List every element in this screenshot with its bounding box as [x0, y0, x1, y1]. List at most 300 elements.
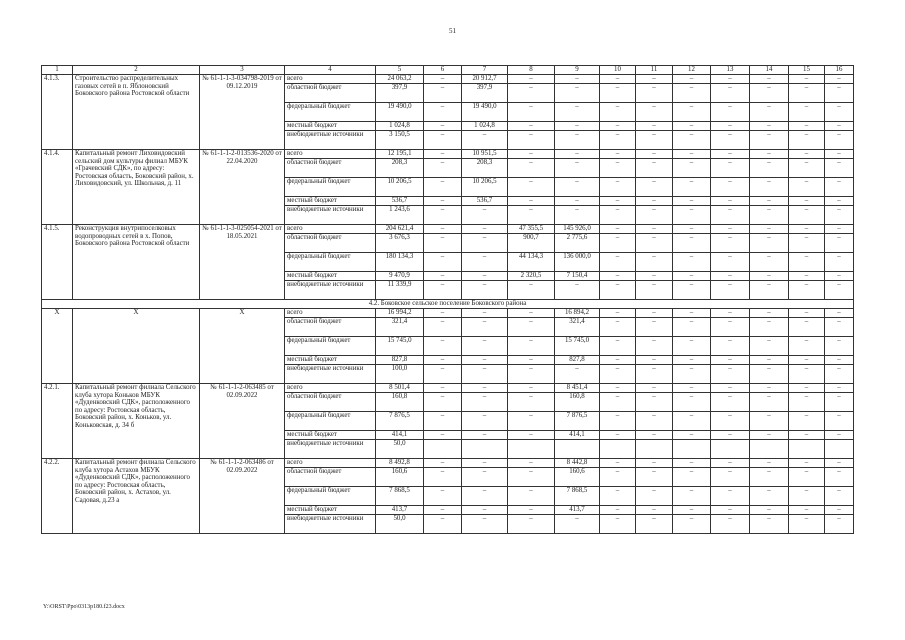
- value-cell: –: [462, 131, 508, 150]
- value-cell: –: [555, 75, 600, 84]
- value-cell: 15 745,0: [376, 337, 424, 356]
- value-cell: –: [508, 393, 555, 412]
- value-cell: –: [825, 459, 854, 468]
- value-cell: –: [424, 197, 462, 206]
- value-cell: –: [555, 122, 600, 131]
- value-cell: –: [789, 318, 825, 337]
- funding-source: всего: [285, 459, 376, 468]
- value-cell: –: [789, 131, 825, 150]
- item-document: № 61-1-1-2-063485 от 02.09.2022: [200, 384, 285, 459]
- funding-source: областной бюджет: [285, 84, 376, 103]
- value-cell: –: [424, 487, 462, 506]
- value-cell: –: [825, 309, 854, 318]
- value-cell: –: [673, 131, 711, 150]
- value-cell: –: [750, 225, 789, 234]
- value-cell: –: [424, 234, 462, 253]
- value-cell: –: [424, 356, 462, 365]
- value-cell: 11 339,9: [376, 281, 424, 300]
- value-cell: –: [825, 103, 854, 122]
- value-cell: –: [789, 468, 825, 487]
- column-number-15: 15: [789, 66, 825, 75]
- value-cell: 208,3: [462, 159, 508, 178]
- value-cell: –: [673, 253, 711, 272]
- value-cell: –: [600, 84, 636, 103]
- value-cell: –: [711, 384, 750, 393]
- value-cell: –: [673, 468, 711, 487]
- value-cell: –: [673, 309, 711, 318]
- funding-source: местный бюджет: [285, 197, 376, 206]
- value-cell: 9 470,9: [376, 272, 424, 281]
- value-cell: –: [825, 337, 854, 356]
- value-cell: –: [789, 281, 825, 300]
- value-cell: –: [750, 431, 789, 440]
- funding-source: внебюджетные источники: [285, 206, 376, 225]
- value-cell: –: [636, 431, 673, 440]
- value-cell: 160,6: [376, 468, 424, 487]
- value-cell: –: [673, 412, 711, 431]
- item-document: № 61-1-1-3-034798-2019 от 09.12.2019: [200, 75, 285, 150]
- item-name: Капитальный ремонт Лиховидовский сельский дом культуры филиал МБУК «Грачевский СДК», по адресу: Ростовская область, Боковский район, х. Лиховидовский, ул. Школьная, д. 11: [73, 150, 200, 225]
- funding-source: всего: [285, 384, 376, 393]
- value-cell: 15 745,0: [555, 337, 600, 356]
- value-cell: [750, 440, 789, 459]
- value-cell: 16 894,2: [555, 309, 600, 318]
- value-cell: –: [600, 309, 636, 318]
- value-cell: 1 024,8: [462, 122, 508, 131]
- value-cell: –: [555, 515, 600, 534]
- value-cell: –: [555, 197, 600, 206]
- funding-source: внебюджетные источники: [285, 365, 376, 384]
- value-cell: –: [825, 150, 854, 159]
- value-cell: –: [600, 393, 636, 412]
- value-cell: –: [508, 356, 555, 365]
- value-cell: –: [600, 197, 636, 206]
- value-cell: –: [600, 487, 636, 506]
- value-cell: 20 912,7: [462, 75, 508, 84]
- value-cell: –: [673, 365, 711, 384]
- funding-source: местный бюджет: [285, 272, 376, 281]
- value-cell: –: [711, 365, 750, 384]
- value-cell: –: [600, 225, 636, 234]
- item-document: № 61-1-1-2-063486 от 02.09.2022: [200, 459, 285, 534]
- value-cell: –: [750, 84, 789, 103]
- value-cell: –: [711, 515, 750, 534]
- value-cell: –: [555, 281, 600, 300]
- value-cell: –: [711, 159, 750, 178]
- value-cell: 16 994,2: [376, 309, 424, 318]
- value-cell: –: [424, 393, 462, 412]
- value-cell: –: [508, 506, 555, 515]
- value-cell: –: [555, 365, 600, 384]
- value-cell: –: [711, 431, 750, 440]
- value-cell: 321,4: [376, 318, 424, 337]
- value-cell: –: [750, 365, 789, 384]
- value-cell: –: [462, 515, 508, 534]
- value-cell: –: [750, 318, 789, 337]
- value-cell: –: [600, 356, 636, 365]
- value-cell: –: [825, 75, 854, 84]
- value-cell: –: [555, 159, 600, 178]
- value-cell: –: [636, 84, 673, 103]
- value-cell: –: [789, 272, 825, 281]
- value-cell: –: [636, 150, 673, 159]
- value-cell: –: [424, 84, 462, 103]
- value-cell: –: [424, 468, 462, 487]
- value-cell: –: [789, 384, 825, 393]
- value-cell: –: [789, 75, 825, 84]
- budget-table: [41, 65, 854, 534]
- value-cell: –: [750, 178, 789, 197]
- value-cell: –: [636, 75, 673, 84]
- value-cell: 10 206,5: [462, 178, 508, 197]
- value-cell: –: [789, 365, 825, 384]
- value-cell: –: [673, 431, 711, 440]
- value-cell: –: [825, 272, 854, 281]
- value-cell: –: [424, 122, 462, 131]
- value-cell: –: [825, 206, 854, 225]
- value-cell: –: [636, 468, 673, 487]
- funding-source: областной бюджет: [285, 468, 376, 487]
- value-cell: –: [711, 253, 750, 272]
- value-cell: –: [750, 506, 789, 515]
- item-number: Х: [42, 309, 73, 384]
- value-cell: 414,1: [555, 431, 600, 440]
- value-cell: –: [600, 122, 636, 131]
- value-cell: –: [636, 122, 673, 131]
- value-cell: –: [825, 393, 854, 412]
- value-cell: –: [424, 103, 462, 122]
- value-cell: 160,6: [555, 468, 600, 487]
- value-cell: –: [750, 384, 789, 393]
- value-cell: –: [789, 178, 825, 197]
- value-cell: 3 150,5: [376, 131, 424, 150]
- funding-source: областной бюджет: [285, 393, 376, 412]
- value-cell: –: [711, 506, 750, 515]
- value-cell: –: [636, 384, 673, 393]
- value-cell: –: [508, 384, 555, 393]
- value-cell: –: [711, 122, 750, 131]
- value-cell: –: [789, 253, 825, 272]
- value-cell: –: [789, 337, 825, 356]
- value-cell: –: [711, 412, 750, 431]
- funding-source: внебюджетные источники: [285, 281, 376, 300]
- value-cell: –: [673, 206, 711, 225]
- value-cell: –: [600, 272, 636, 281]
- column-number-1: 1: [42, 66, 73, 75]
- funding-source: федеральный бюджет: [285, 412, 376, 431]
- value-cell: –: [600, 103, 636, 122]
- value-cell: –: [636, 225, 673, 234]
- value-cell: –: [711, 337, 750, 356]
- funding-source: федеральный бюджет: [285, 178, 376, 197]
- item-document: № 61-1-1-2-013536-2020 от 22.04.2020: [200, 150, 285, 225]
- value-cell: [508, 440, 555, 459]
- value-cell: –: [673, 393, 711, 412]
- item-number: 4.1.5.: [42, 225, 73, 300]
- value-cell: 208,3: [376, 159, 424, 178]
- value-cell: –: [508, 487, 555, 506]
- value-cell: –: [600, 515, 636, 534]
- value-cell: –: [600, 234, 636, 253]
- value-cell: –: [462, 384, 508, 393]
- value-cell: –: [825, 356, 854, 365]
- value-cell: –: [750, 356, 789, 365]
- item-number: 4.1.4.: [42, 150, 73, 225]
- value-cell: –: [750, 487, 789, 506]
- value-cell: –: [462, 506, 508, 515]
- value-cell: –: [508, 206, 555, 225]
- value-cell: –: [825, 431, 854, 440]
- value-cell: –: [789, 431, 825, 440]
- value-cell: 19 490,0: [462, 103, 508, 122]
- value-cell: –: [636, 337, 673, 356]
- value-cell: –: [424, 412, 462, 431]
- value-cell: 2 775,6: [555, 234, 600, 253]
- value-cell: –: [636, 393, 673, 412]
- item-document: № 61-1-1-3-025054-2021 от 18.05.2021: [200, 225, 285, 300]
- value-cell: 145 926,0: [555, 225, 600, 234]
- value-cell: –: [508, 197, 555, 206]
- value-cell: –: [711, 487, 750, 506]
- value-cell: –: [424, 206, 462, 225]
- value-cell: –: [600, 337, 636, 356]
- value-cell: 321,4: [555, 318, 600, 337]
- value-cell: –: [636, 487, 673, 506]
- value-cell: –: [825, 234, 854, 253]
- value-cell: –: [462, 412, 508, 431]
- value-cell: 19 490,0: [376, 103, 424, 122]
- value-cell: –: [711, 75, 750, 84]
- value-cell: 3 676,3: [376, 234, 424, 253]
- value-cell: –: [789, 506, 825, 515]
- value-cell: –: [750, 281, 789, 300]
- value-cell: –: [825, 225, 854, 234]
- value-cell: –: [508, 122, 555, 131]
- value-cell: –: [750, 206, 789, 225]
- value-cell: 180 134,3: [376, 253, 424, 272]
- item-name: Капитальный ремонт филиала Сельского клуба хутора Астахов МБУК «Дуденковский СДК», расположенного по адресу: Ростовская область, Боковский район, х. Астахов, ул. Садовая, д.23 а: [73, 459, 200, 534]
- value-cell: –: [825, 122, 854, 131]
- value-cell: –: [555, 150, 600, 159]
- value-cell: –: [673, 197, 711, 206]
- value-cell: –: [750, 459, 789, 468]
- value-cell: –: [424, 225, 462, 234]
- value-cell: –: [462, 281, 508, 300]
- value-cell: –: [508, 337, 555, 356]
- value-cell: –: [636, 356, 673, 365]
- column-number-5: 5: [376, 66, 424, 75]
- page-number: 51: [449, 27, 456, 35]
- value-cell: –: [424, 337, 462, 356]
- value-cell: –: [636, 318, 673, 337]
- value-cell: –: [508, 318, 555, 337]
- value-cell: –: [600, 178, 636, 197]
- funding-source: внебюджетные источники: [285, 131, 376, 150]
- value-cell: 414,1: [376, 431, 424, 440]
- value-cell: –: [636, 281, 673, 300]
- value-cell: –: [424, 75, 462, 84]
- value-cell: –: [555, 206, 600, 225]
- funding-source: местный бюджет: [285, 506, 376, 515]
- value-cell: –: [711, 225, 750, 234]
- item-number: 4.2.1.: [42, 384, 73, 459]
- value-cell: –: [424, 365, 462, 384]
- value-cell: –: [508, 515, 555, 534]
- value-cell: –: [673, 272, 711, 281]
- column-number-10: 10: [600, 66, 636, 75]
- column-number-11: 11: [636, 66, 673, 75]
- table-row: [42, 309, 854, 318]
- section-row: [42, 300, 854, 309]
- value-cell: –: [711, 234, 750, 253]
- value-cell: 160,8: [555, 393, 600, 412]
- column-number-3: 3: [200, 66, 285, 75]
- value-cell: –: [636, 178, 673, 197]
- value-cell: 536,7: [462, 197, 508, 206]
- value-cell: –: [673, 281, 711, 300]
- value-cell: 1 243,6: [376, 206, 424, 225]
- column-number-6: 6: [424, 66, 462, 75]
- value-cell: –: [600, 431, 636, 440]
- value-cell: –: [789, 197, 825, 206]
- value-cell: –: [673, 159, 711, 178]
- value-cell: 50,0: [376, 440, 424, 459]
- value-cell: –: [825, 384, 854, 393]
- value-cell: –: [636, 365, 673, 384]
- value-cell: –: [424, 318, 462, 337]
- value-cell: –: [673, 337, 711, 356]
- value-cell: –: [711, 318, 750, 337]
- value-cell: –: [789, 150, 825, 159]
- value-cell: 827,8: [376, 356, 424, 365]
- value-cell: 7 876,5: [376, 412, 424, 431]
- value-cell: –: [508, 150, 555, 159]
- value-cell: 100,0: [376, 365, 424, 384]
- value-cell: –: [789, 225, 825, 234]
- value-cell: –: [673, 459, 711, 468]
- value-cell: [711, 440, 750, 459]
- value-cell: –: [789, 459, 825, 468]
- value-cell: –: [424, 159, 462, 178]
- value-cell: –: [750, 131, 789, 150]
- value-cell: –: [600, 365, 636, 384]
- value-cell: –: [424, 272, 462, 281]
- value-cell: –: [825, 178, 854, 197]
- value-cell: –: [750, 337, 789, 356]
- value-cell: –: [673, 356, 711, 365]
- value-cell: –: [789, 84, 825, 103]
- value-cell: 7 876,5: [555, 412, 600, 431]
- value-cell: –: [750, 515, 789, 534]
- funding-source: федеральный бюджет: [285, 487, 376, 506]
- value-cell: –: [711, 272, 750, 281]
- value-cell: –: [424, 131, 462, 150]
- value-cell: –: [673, 178, 711, 197]
- value-cell: –: [825, 197, 854, 206]
- value-cell: –: [711, 103, 750, 122]
- value-cell: –: [462, 234, 508, 253]
- value-cell: –: [508, 431, 555, 440]
- value-cell: –: [636, 506, 673, 515]
- value-cell: –: [673, 75, 711, 84]
- value-cell: –: [600, 281, 636, 300]
- value-cell: –: [750, 234, 789, 253]
- value-cell: –: [424, 178, 462, 197]
- value-cell: –: [711, 281, 750, 300]
- funding-source: областной бюджет: [285, 318, 376, 337]
- value-cell: [424, 440, 462, 459]
- column-number-2: 2: [73, 66, 200, 75]
- table-row: [42, 75, 854, 84]
- value-cell: –: [424, 506, 462, 515]
- value-cell: –: [600, 468, 636, 487]
- value-cell: [636, 440, 673, 459]
- value-cell: –: [462, 225, 508, 234]
- value-cell: –: [825, 84, 854, 103]
- value-cell: –: [711, 459, 750, 468]
- value-cell: –: [825, 281, 854, 300]
- value-cell: –: [750, 393, 789, 412]
- item-number: 4.2.2.: [42, 459, 73, 534]
- value-cell: 10 206,5: [376, 178, 424, 197]
- value-cell: –: [462, 356, 508, 365]
- value-cell: –: [825, 487, 854, 506]
- value-cell: 8 492,8: [376, 459, 424, 468]
- value-cell: 536,7: [376, 197, 424, 206]
- value-cell: –: [424, 309, 462, 318]
- value-cell: –: [555, 131, 600, 150]
- value-cell: [789, 440, 825, 459]
- value-cell: –: [789, 356, 825, 365]
- value-cell: –: [711, 131, 750, 150]
- funding-source: всего: [285, 75, 376, 84]
- value-cell: –: [750, 412, 789, 431]
- value-cell: –: [673, 122, 711, 131]
- value-cell: [825, 440, 854, 459]
- value-cell: –: [636, 197, 673, 206]
- value-cell: –: [636, 309, 673, 318]
- value-cell: –: [462, 272, 508, 281]
- value-cell: –: [555, 103, 600, 122]
- funding-source: федеральный бюджет: [285, 253, 376, 272]
- value-cell: –: [636, 272, 673, 281]
- value-cell: 827,8: [555, 356, 600, 365]
- value-cell: –: [825, 468, 854, 487]
- funding-source: областной бюджет: [285, 234, 376, 253]
- value-cell: –: [789, 122, 825, 131]
- value-cell: –: [673, 318, 711, 337]
- value-cell: 900,7: [508, 234, 555, 253]
- value-cell: –: [508, 159, 555, 178]
- table-row: [42, 384, 854, 393]
- value-cell: 7 868,5: [555, 487, 600, 506]
- value-cell: –: [424, 431, 462, 440]
- value-cell: 136 000,0: [555, 253, 600, 272]
- value-cell: 8 442,8: [555, 459, 600, 468]
- value-cell: –: [673, 150, 711, 159]
- value-cell: –: [424, 150, 462, 159]
- value-cell: –: [600, 318, 636, 337]
- value-cell: –: [673, 84, 711, 103]
- value-cell: –: [789, 159, 825, 178]
- value-cell: –: [636, 412, 673, 431]
- value-cell: –: [462, 318, 508, 337]
- value-cell: –: [636, 234, 673, 253]
- value-cell: –: [600, 206, 636, 225]
- value-cell: 160,8: [376, 393, 424, 412]
- value-cell: –: [673, 384, 711, 393]
- value-cell: –: [508, 281, 555, 300]
